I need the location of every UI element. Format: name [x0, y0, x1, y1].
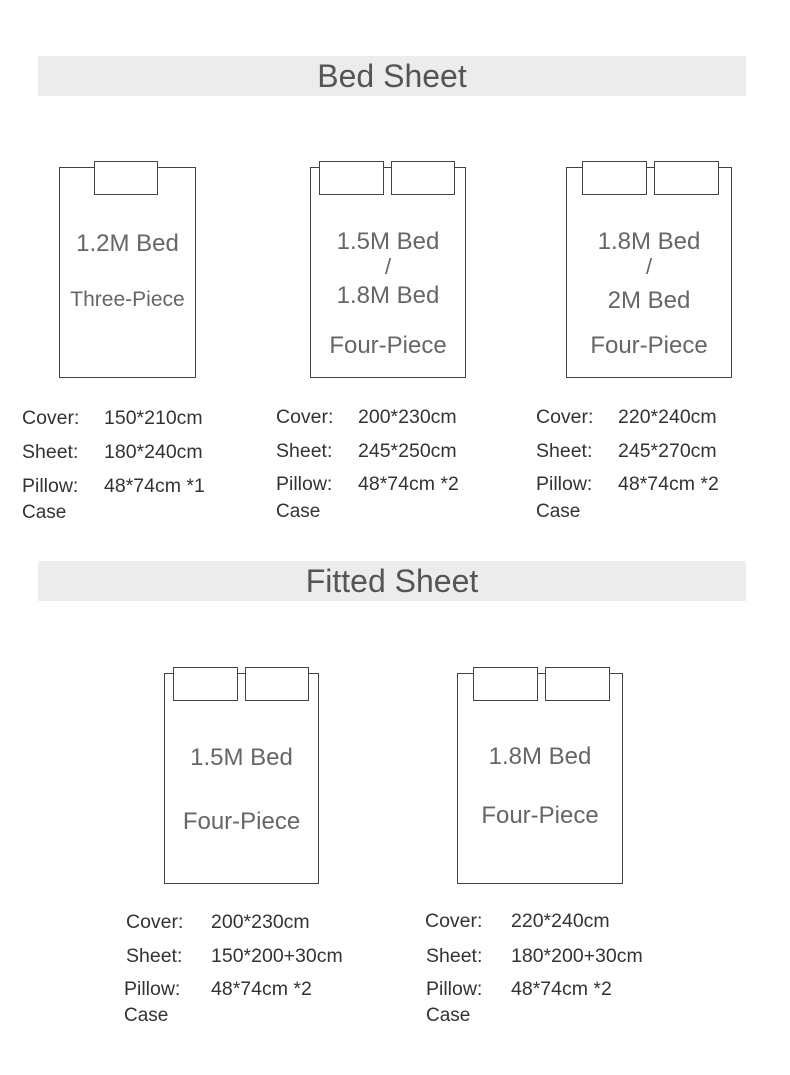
cover-spec: [22, 407, 203, 430]
sheet-spec: [276, 440, 457, 463]
case-label: Case: [426, 1005, 471, 1026]
bed-size-label-line1: 1.5M Bed: [336, 228, 440, 255]
bed-diagram-1-8m-2m: [566, 167, 732, 378]
cover-spec: [126, 911, 310, 934]
sheet-spec: [426, 945, 643, 968]
bed-set-label: Four-Piece: [329, 332, 447, 359]
bed-set-label: Four-Piece: [182, 808, 301, 835]
pillow-value: 48*74cm *2: [511, 978, 612, 1000]
pillow-icon: [173, 667, 238, 701]
pillow-icon: [94, 161, 158, 195]
sheet-label: Sheet:: [426, 945, 483, 967]
pillow-spec: [536, 473, 719, 496]
sheet-label: Sheet:: [22, 441, 79, 463]
sheet-value: 245*270cm: [618, 440, 717, 462]
fitted-bed-diagram-1-8m: [457, 673, 623, 884]
cover-spec: [425, 910, 610, 933]
pillow-icon: [473, 667, 538, 701]
cover-label: Cover:: [536, 406, 594, 428]
bed-sheet-banner: [38, 56, 746, 96]
case-label: Case: [276, 501, 321, 522]
pillow-icon: [545, 667, 610, 701]
bed-size-slash: /: [384, 254, 392, 279]
cover-value: 220*240cm: [511, 910, 610, 932]
pillow-value: 48*74cm *2: [618, 473, 719, 495]
case-label: Case: [124, 1005, 169, 1026]
pillow-label: Pillow:: [426, 978, 483, 1000]
pillow-icon: [654, 161, 719, 195]
fitted-sheet-title: Fitted Sheet: [305, 563, 479, 599]
case-label: Case: [536, 501, 581, 522]
case-label: Case: [22, 502, 67, 523]
pillow-label: Pillow:: [22, 475, 79, 497]
bed-diagram-1-5m-1-8m: [310, 167, 466, 378]
bed-set-label: Three-Piece: [70, 288, 185, 311]
pillow-icon: [245, 667, 309, 701]
fitted-sheet-banner: [38, 561, 746, 601]
cover-value: 220*240cm: [618, 406, 717, 428]
cover-value: 150*210cm: [104, 407, 203, 429]
sheet-value: 245*250cm: [358, 440, 457, 462]
cover-value: 200*230cm: [358, 406, 457, 428]
pillow-value: 48*74cm *2: [358, 473, 459, 495]
sheet-spec: [22, 441, 203, 464]
bed-size-slash: /: [645, 254, 653, 279]
bed-size-label-line1: 1.8M Bed: [597, 228, 701, 255]
bed-size-label: 1.2M Bed: [76, 230, 179, 257]
sheet-label: Sheet:: [276, 440, 333, 462]
bed-sheet-title: Bed Sheet: [317, 58, 467, 94]
bed-size-label-line2: 1.8M Bed: [336, 282, 440, 309]
pillow-spec: [426, 978, 612, 1001]
pillow-spec: [124, 978, 312, 1001]
cover-value: 200*230cm: [211, 911, 310, 933]
cover-label: Cover:: [22, 407, 80, 429]
pillow-spec: [276, 473, 459, 496]
bed-size-label: 1.8M Bed: [488, 743, 592, 770]
bed-set-label: Four-Piece: [481, 802, 599, 829]
fitted-bed-diagram-1-5m: [164, 673, 319, 884]
bed-size-label: 1.5M Bed: [190, 744, 293, 771]
sheet-spec: [536, 440, 717, 463]
pillow-icon: [391, 161, 455, 195]
cover-label: Cover:: [276, 406, 334, 428]
cover-spec: [536, 406, 717, 429]
sheet-value: 150*200+30cm: [211, 945, 343, 967]
pillow-icon: [319, 161, 384, 195]
cover-label: Cover:: [126, 911, 184, 933]
bed-size-label-line2: 2M Bed: [607, 287, 691, 314]
sheet-label: Sheet:: [536, 440, 593, 462]
sheet-spec: [126, 945, 343, 968]
pillow-value: 48*74cm *2: [211, 978, 312, 1000]
pillow-label: Pillow:: [536, 473, 593, 495]
pillow-value: 48*74cm *1: [104, 475, 205, 497]
bed-set-label: Four-Piece: [590, 332, 708, 359]
cover-spec: [276, 406, 457, 429]
pillow-icon: [582, 161, 647, 195]
cover-label: Cover:: [425, 910, 483, 932]
pillow-label: Pillow:: [124, 978, 181, 1000]
bed-diagram-1-2m: [59, 167, 196, 378]
sheet-value: 180*240cm: [104, 441, 203, 463]
pillow-label: Pillow:: [276, 473, 333, 495]
pillow-spec: [22, 475, 205, 498]
sheet-label: Sheet:: [126, 945, 183, 967]
sheet-value: 180*200+30cm: [511, 945, 643, 967]
